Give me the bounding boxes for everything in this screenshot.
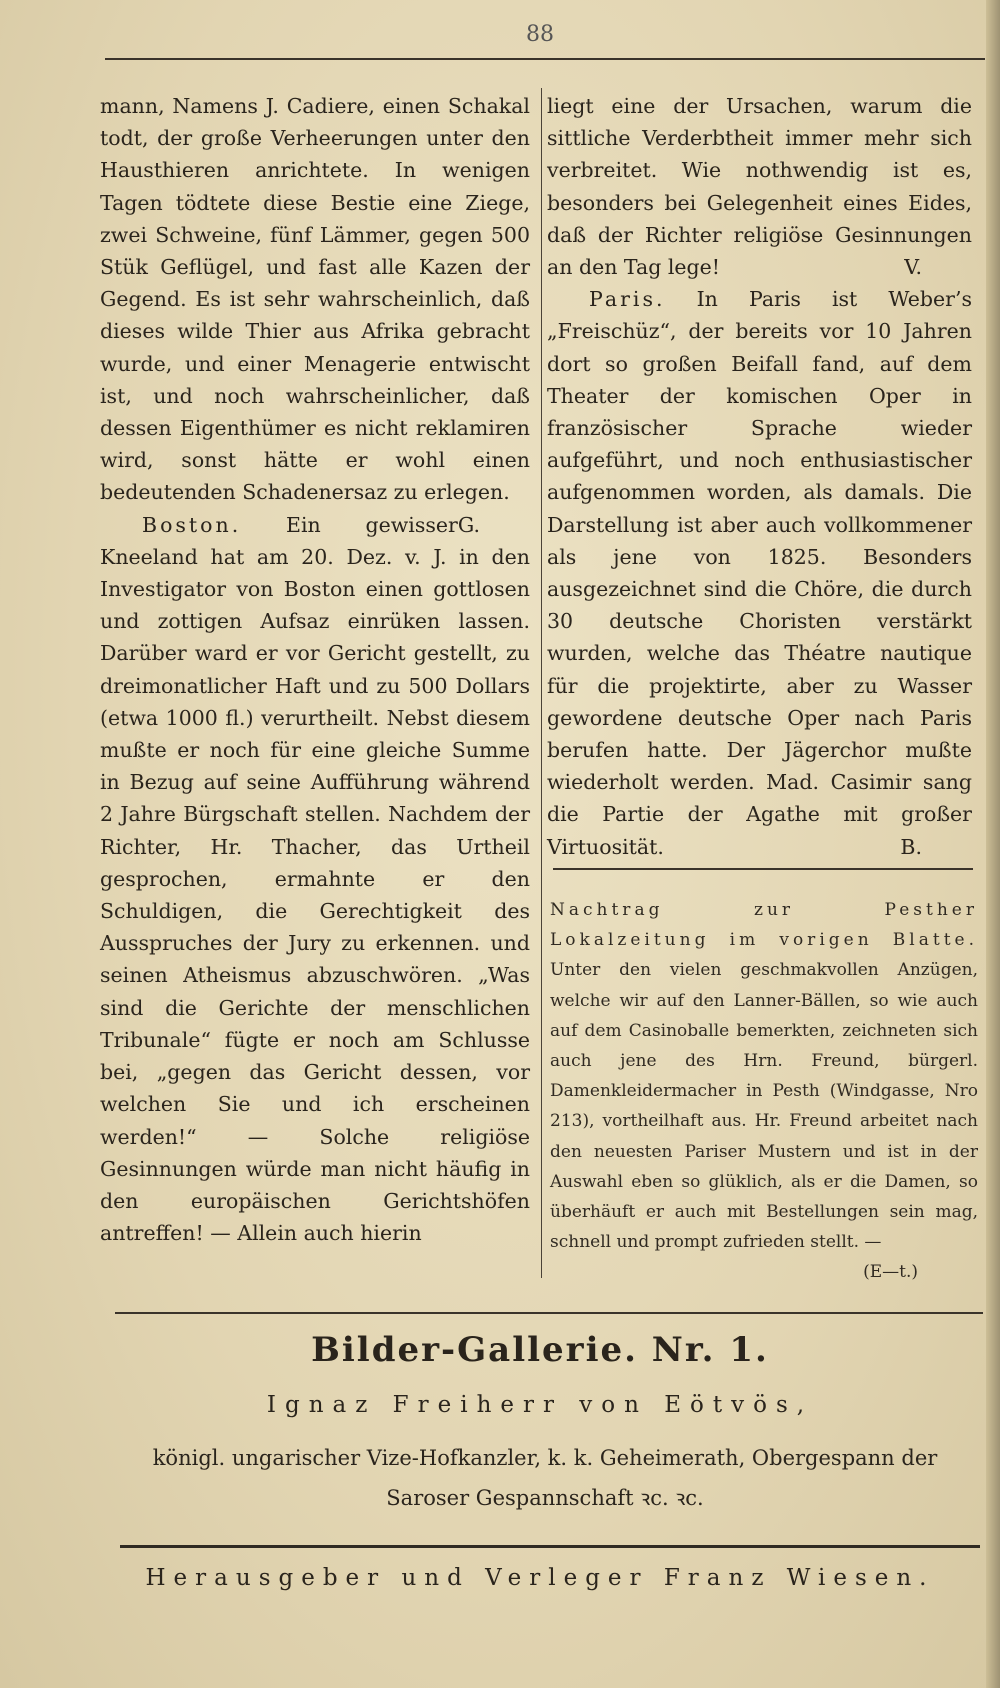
- article-boston: [100, 509, 530, 1250]
- advertisement-notice: [550, 895, 978, 1288]
- article-jackal-text: mann, Namens J. Cadiere, einen Schakal todt, der große Verheerungen unter den Hausthieren anrichtete. In wenigen Tagen tödtete diese Bestie eine Ziege, zwei Schweine, fünf Lämmer, gegen 500 Stük Geflügel, und fast alle Kazen der Gegend. Es ist sehr wahrscheinlich, daß dieses wilde Thier aus Afrika gebracht wurde, und einer Menagerie entwischt ist, und noch wahrscheinlicher, daß dessen Eigenthümer es nicht reklamiren wird, sonst hätte er wohl einen bedeutenden Schadenersaz zu erlegen.: [100, 94, 530, 505]
- notice-signature: (E—t.): [863, 1262, 918, 1283]
- article-boston-place: Boston.: [142, 512, 242, 537]
- article-boston-continued-text: liegt eine der Ursachen, warum die sittliche Verderbtheit immer mehr sich verbreitet. Wie nothwendig ist es, besonders bei Gelegenheit eines Eides, daß der Richter religiöse Gesinnungen an den Tag lege!: [547, 94, 972, 280]
- right-column: [547, 90, 972, 863]
- article-boston-signature: V.: [904, 255, 922, 280]
- left-column: [100, 90, 530, 1249]
- notice-heading: Nachtrag zur Pesther Lokalzeitung im vorigen Blatte.: [550, 900, 978, 951]
- article-paris: [547, 283, 972, 863]
- footer-rule: [120, 1545, 980, 1548]
- article-boston-text: Ein gewisser Kneeland hat am 20. Dez. v. J. in den Investigator von Boston einen gottlosen und zottigen Aufsaz einrüken lassen. Darüber ward er vor Gericht gestellt, zu dreimonatlicher Haft und zu 500 Dollars (etwa 1000 fl.) verurtheilt. Nebst diesem mußte er noch für eine gleiche Summe in Bezug auf seine Aufführung während 2 Jahre Bürgschaft stellen. Nachdem der Richter, Hr. Thacher, das Urtheil gesprochen, ermahnte er den Schuldigen, die Gerechtigkeit des Ausspruches der Jury zu erkennen. und seinen Atheismus abzuschwören. „Was sind die Gerichte der menschlichen Tribunale“ fügte er noch am Schlusse bei, „gegen das Gericht dessen, vor welchen Sie und ich erscheinen werden!“ — Solche religiöse Gesinnungen würde man nicht häufig in den europäischen Gerichtshöfen antreffen! — Allein auch hierin: [100, 512, 530, 1246]
- notice-text: Unter den vielen geschmakvollen Anzügen, welche wir auf den Lanner-Bällen, so wie auch auf dem Casinoballe bemerkten, zeichneten sich auch jene des Hrn. Freund, bürgerl. Damenkleidermacher in Pesth (Windgasse, Nro 213), vortheilhaft aus. Hr. Freund arbeitet nach den neuesten Pariser Mustern und ist in der Auswahl eben so glüklich, als er die Damen, so überhäuft er auch mit Bestellungen sein mag, schnell und prompt zufrieden stellt. —: [550, 960, 978, 1253]
- column-divider: [541, 88, 542, 1278]
- article-boston-continued: [547, 90, 972, 283]
- section-rule: [115, 1312, 983, 1314]
- header-rule: [105, 58, 985, 60]
- publisher-footer: Herausgeber und Verleger Franz Wiesen.: [145, 1565, 935, 1591]
- article-paris-place: Paris.: [589, 287, 666, 312]
- gallery-name: Ignaz Freiherr von Eötvös,: [266, 1392, 814, 1418]
- page-number: 88: [526, 22, 554, 47]
- gallery-title: Bilder-Gallerie. Nr. 1.: [311, 1330, 769, 1370]
- article-paris-signature: B.: [900, 834, 922, 859]
- gallery-description: königl. ungarischer Vize-Hofkanzler, k. k. Geheimerath, Obergespann der Saroser Gespannschaft ꝛc. ꝛc.: [152, 1446, 938, 1510]
- article-paris-text: In Paris ist Weber’s „Freischüz“, der bereits vor 10 Jahren dort so großen Beifall fand, auf dem Theater der komischen Oper in französischer Sprache wieder aufgeführt, und noch enthusiastischer aufgenommen worden, als damals. Die Darstellung ist aber auch vollkommener als jene von 1825. Besonders ausgezeichnet sind die Chöre, die durch 30 deutsche Choristen verstärkt wurden, welche das Théatre nautique für die projektirte, aber zu Wasser gewordene deutsche Oper nach Paris berufen hatte. Der Jägerchor mußte wiederholt werden. Mad. Casimir sang die Partie der Agathe mit großer Virtuosität.: [547, 287, 972, 859]
- article-jackal-signature: G.: [457, 512, 480, 537]
- page-edge: [986, 0, 1000, 1688]
- notice-rule: [553, 868, 973, 870]
